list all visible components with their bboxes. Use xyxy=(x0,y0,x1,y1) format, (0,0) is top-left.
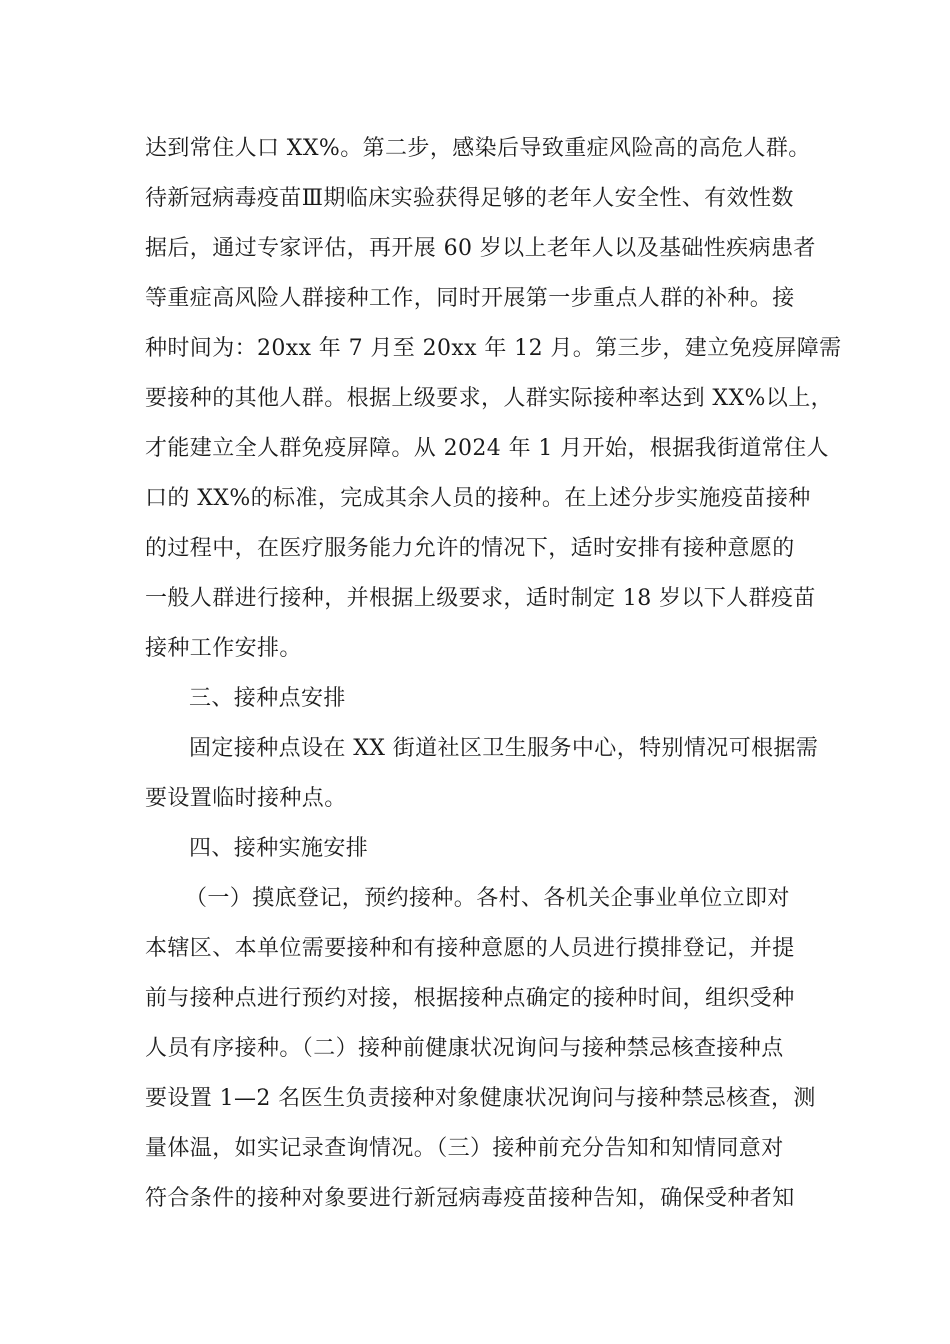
body-text-line: 种时间为：20xx 年 7 月至 20xx 年 12 月。第三步，建立免疫屏障需 xyxy=(145,336,842,361)
body-text-line: 口的 XX%的标准，完成其余人员的接种。在上述分步实施疫苗接种 xyxy=(145,486,811,511)
section-heading-4: 四、接种实施安排 xyxy=(189,836,369,861)
body-text-line: 要设置临时接种点。 xyxy=(145,786,347,811)
body-text-line: 要接种的其他人群。根据上级要求，人群实际接种率达到 XX%以上， xyxy=(145,386,834,411)
body-text-line: 的过程中，在医疗服务能力允许的情况下，适时安排有接种意愿的 xyxy=(145,536,795,561)
body-text-line: 据后，通过专家评估，再开展 60 岁以上老年人以及基础性疾病患者 xyxy=(145,236,816,261)
body-text-line: 固定接种点设在 XX 街道社区卫生服务中心，特别情况可根据需 xyxy=(189,736,819,761)
body-text-line: 一般人群进行接种，并根据上级要求，适时制定 18 岁以下人群疫苗 xyxy=(145,586,816,611)
body-text-line: 人员有序接种。（二）接种前健康状况询问与接种禁忌核查接种点 xyxy=(145,1036,784,1061)
body-text-line: 等重症高风险人群接种工作，同时开展第一步重点人群的补种。接 xyxy=(145,286,795,311)
body-text-line: 待新冠病毒疫苗Ⅲ期临床实验获得足够的老年人安全性、有效性数 xyxy=(145,186,794,211)
body-text-line: 要设置 1—2 名医生负责接种对象健康状况询问与接种禁忌核查，测 xyxy=(145,1086,816,1111)
body-text-line: 才能建立全人群免疫屏障。从 2024 年 1 月开始，根据我街道常住人 xyxy=(145,436,829,461)
body-text-line: 达到常住人口 XX%。第二步，感染后导致重症风险高的高危人群。 xyxy=(145,136,811,161)
body-text-line: 前与接种点进行预约对接，根据接种点确定的接种时间，组织受种 xyxy=(145,986,795,1011)
body-text-line: 本辖区、本单位需要接种和有接种意愿的人员进行摸排登记，并提 xyxy=(145,936,795,961)
body-text-line: 量体温，如实记录查询情况。（三）接种前充分告知和知情同意对 xyxy=(145,1136,784,1161)
section-heading-3: 三、接种点安排 xyxy=(189,686,346,711)
body-text-line: 符合条件的接种对象要进行新冠病毒疫苗接种告知，确保受种者知 xyxy=(145,1186,795,1211)
body-text-line: （一）摸底登记，预约接种。各村、各机关企事业单位立即对 xyxy=(185,886,790,911)
body-text-line: 接种工作安排。 xyxy=(145,636,302,661)
